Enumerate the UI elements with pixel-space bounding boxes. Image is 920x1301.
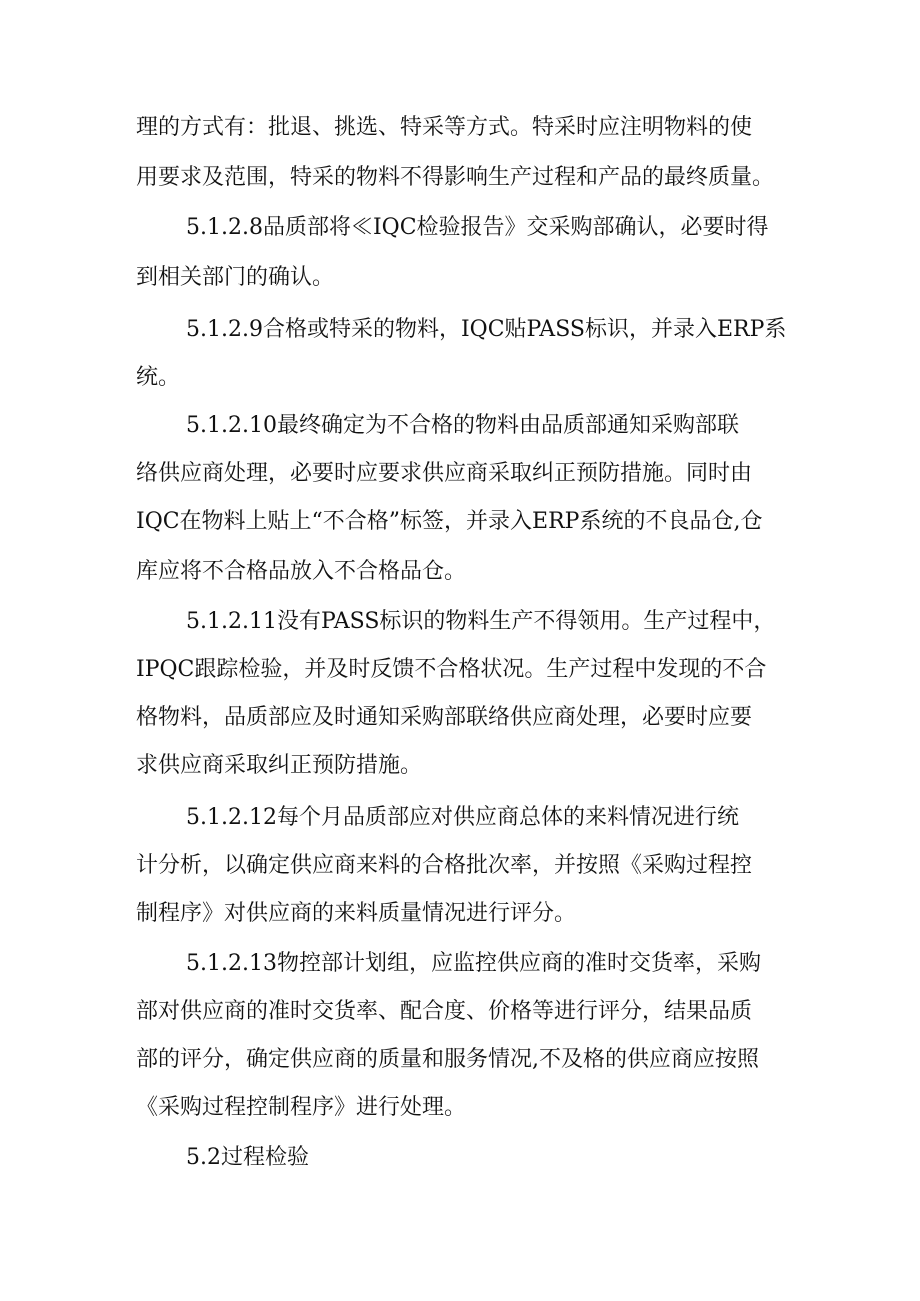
text-line: 库应将不合格品放入不合格品仓。	[136, 559, 467, 584]
paragraph-start-5-1-2-12: 5.1.2.12每个月品质部应对供应商总体的来料情况进行统	[186, 805, 739, 830]
paragraph-start-5-1-2-13: 5.1.2.13物控部计划组，应监控供应商的准时交货率，采购	[186, 951, 761, 976]
text-line: 统。	[136, 365, 181, 390]
text-line: 制程序》对供应商的来料质量情况进行评分。	[136, 901, 577, 926]
text-line: 《采购过程控制程序》进行处理。	[136, 1095, 467, 1120]
text-line: 计分析，以确定供应商来料的合格批次率，并按照《采购过程控	[136, 853, 753, 878]
paragraph-start-5-1-2-8: 5.1.2.8品质部将≪IQC检验报告》交采购部确认，必要时得	[186, 215, 769, 240]
text-line: 部对供应商的准时交货率、配合度、价格等进行评分，结果品质	[136, 999, 753, 1024]
text-line: IQC在物料上贴上“不合格”标签，并录入ERP系统的不良品仓,仓	[136, 509, 763, 534]
text-line: 部的评分，确定供应商的质量和服务情况,不及格的供应商应按照	[136, 1047, 759, 1072]
paragraph-start-5-1-2-10: 5.1.2.10最终确定为不合格的物料由品质部通知采购部联	[186, 413, 739, 438]
text-line: 求供应商采取纠正预防措施。	[136, 753, 423, 778]
text-line: 理的方式有：批退、挑选、特采等方式。特采时应注明物料的使	[136, 115, 753, 140]
text-line: 络供应商处理，必要时应要求供应商采取纠正预防措施。同时由	[136, 461, 753, 486]
text-line: 用要求及范围，特采的物料不得影响生产过程和产品的最终质量。	[136, 165, 775, 190]
section-heading-5-2: 5.2过程检验	[186, 1145, 309, 1170]
paragraph-start-5-1-2-9: 5.1.2.9合格或特采的物料，IQC贴PASS标识，并录入ERP系	[186, 317, 787, 342]
paragraph-start-5-1-2-11: 5.1.2.11没有PASS标识的物料生产不得领用。生产过程中，	[186, 609, 776, 634]
text-line: 格物料，品质部应及时通知采购部联络供应商处理，必要时应要	[136, 705, 753, 730]
text-line: 到相关部门的确认。	[136, 265, 335, 290]
text-line: IPQC跟踪检验，并及时反馈不合格状况。生产过程中发现的不合	[136, 657, 767, 682]
